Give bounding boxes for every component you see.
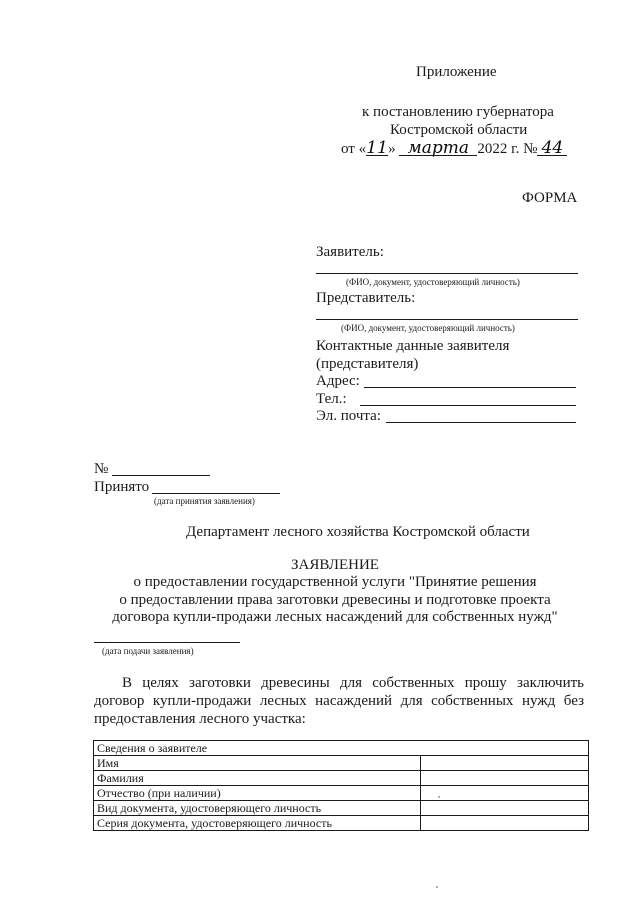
representative-label: Представитель: <box>316 290 416 306</box>
row-label-id-series: Серия документа, удостоверяющего личность <box>94 816 421 831</box>
representative-caption: (ФИО, документ, удостоверяющий личность) <box>341 323 515 333</box>
reg-number-line <box>112 475 210 476</box>
region-line: Костромской области <box>390 122 528 138</box>
accepted-line <box>152 493 280 494</box>
row-label-id-type: Вид документа, удостоверяющего личность <box>94 801 421 816</box>
reg-number-label: № <box>94 461 109 477</box>
row-value-id-type[interactable] <box>421 801 589 816</box>
scan-speck <box>436 886 438 888</box>
table-row <box>94 756 589 771</box>
representative-line <box>316 319 578 320</box>
address-line <box>364 387 576 388</box>
appendix-label: Приложение <box>416 64 497 80</box>
year-number-label: 2022 г. № <box>477 141 538 157</box>
quote-close: » <box>388 141 396 157</box>
table-header-cell: Сведения о заявителе <box>94 741 589 756</box>
statement-line-2: о предоставлении права заготовки древесины и подготовке проекта <box>119 592 551 608</box>
month-handwritten: марта <box>399 141 477 156</box>
row-value-id-series[interactable] <box>421 816 589 831</box>
contact-subtitle: (представителя) <box>316 356 419 372</box>
statement-title: ЗАЯВЛЕНИЕ <box>291 557 379 573</box>
phone-label: Тел.: <box>316 391 347 407</box>
decree-line: к постановлению губернатора <box>362 104 554 120</box>
applicant-line <box>316 273 578 274</box>
row-label-patronymic: Отчество (при наличии) <box>94 786 421 801</box>
applicant-caption: (ФИО, документ, удостоверяющий личность) <box>346 277 520 287</box>
table-row <box>94 786 589 801</box>
table-row <box>94 801 589 816</box>
statement-line-1: о предоставлении государственной услуги "Принятие решения <box>133 574 537 590</box>
email-label: Эл. почта: <box>316 408 381 424</box>
address-label: Адрес: <box>316 373 360 389</box>
date-prefix: от « <box>341 141 367 157</box>
applicant-info-table <box>93 740 589 831</box>
scan-speck <box>438 796 440 798</box>
phone-line <box>360 405 576 406</box>
table-header-row <box>94 741 589 756</box>
table-row <box>94 771 589 786</box>
contact-title: Контактные данные заявителя <box>316 338 510 354</box>
email-line <box>386 422 576 423</box>
row-value-last-name[interactable] <box>421 771 589 786</box>
row-label-last-name: Фамилия <box>94 771 421 786</box>
table-row <box>94 816 589 831</box>
day-handwritten: 11 <box>366 138 388 158</box>
statement-line-3: договора купли-продажи лесных насаждений для собственных нужд" <box>112 609 558 625</box>
decree-number-handwritten: 44 <box>537 141 567 156</box>
row-value-first-name[interactable] <box>421 756 589 771</box>
applicant-label: Заявитель: <box>316 244 384 260</box>
decree-date-line <box>341 138 567 158</box>
accepted-label: Принято <box>94 479 150 495</box>
row-label-first-name: Имя <box>94 756 421 771</box>
submit-date-caption: (дата подачи заявления) <box>102 646 194 656</box>
department-name: Департамент лесного хозяйства Костромской области <box>186 524 530 540</box>
submit-date-line <box>94 642 240 643</box>
row-value-patronymic[interactable] <box>421 786 589 801</box>
form-label: ФОРМА <box>522 190 578 206</box>
statement-body: В целях заготовки древесины для собственных прошу заключить договор купли-продажи лесных насаждений для собственных нужд без предоставления лесного участка: <box>94 675 584 727</box>
accepted-caption: (дата принятия заявления) <box>154 496 255 506</box>
